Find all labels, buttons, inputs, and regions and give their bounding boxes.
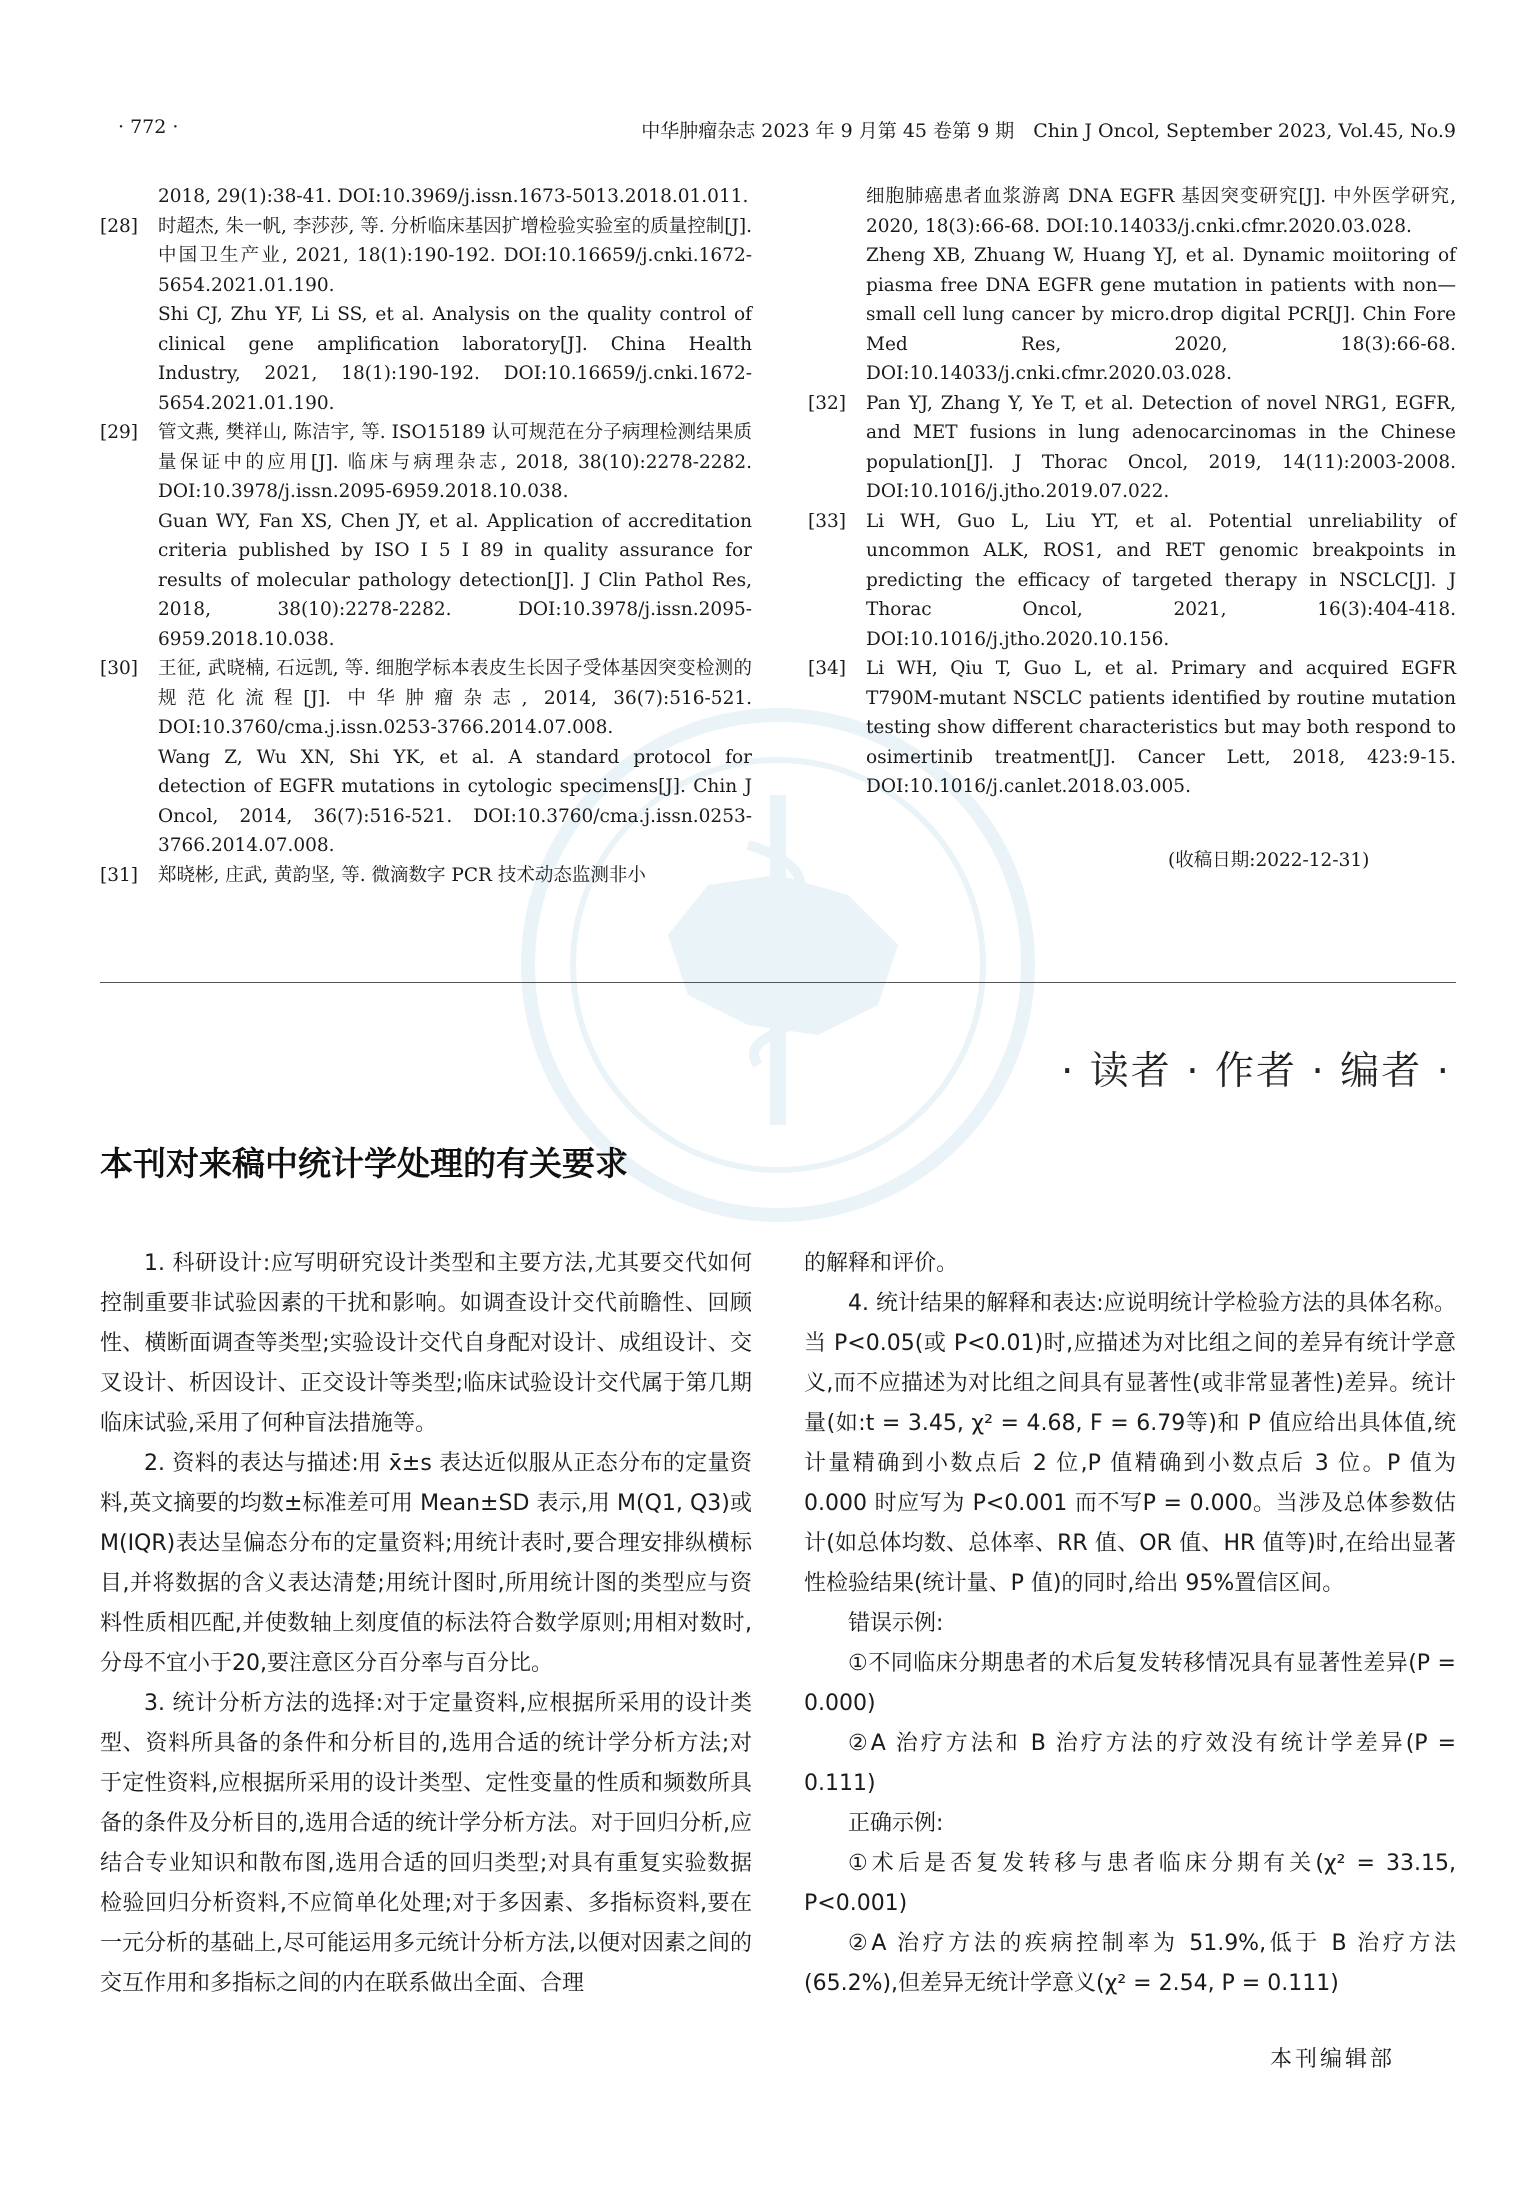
- journal-citation: 中华肿瘤杂志 2023 年 9 月第 45 卷第 9 期 Chin J Oncol, September 2023, Vol.45, No.9: [641, 120, 1456, 142]
- reference-text: 管文燕, 樊祥山, 陈洁宇, 等. ISO15189 认可规范在分子病理检测结果质量保证中的应用[J]. 临床与病理杂志, 2018, 38(10):2278-2282. DOI:10.3978/j.issn.2095-6959.2018.10.038.: [158, 422, 752, 502]
- reference-entry: [100, 212, 752, 419]
- reference-entry: [100, 861, 752, 891]
- reference-text: 细胞肺癌患者血浆游离 DNA EGFR 基因突变研究[J]. 中外医学研究, 2020, 18(3):66-68. DOI:10.14033/j.cnki.cfmr.2020.03.028.: [866, 186, 1456, 237]
- reference-entry: [100, 654, 752, 861]
- references-left-column: [100, 182, 752, 890]
- received-date: (收稿日期:2022-12-31): [1168, 850, 1370, 871]
- body-paragraph: 3. 统计分析方法的选择:对于定量资料,应根据所采用的设计类型、资料所具备的条件和分析目的,选用合适的统计学分析方法;对于定性资料,应根据所采用的设计类型、定性变量的性质和频数所具备的条件及分析目的,选用合适的统计学分析方法。对于回归分析,应结合专业知识和散布图,选用合适的回归类型;对具有重复实验数据检验回归分析资料,不应简单化处理;对于多因素、多指标资料,要在一元分析的基础上,尽可能运用多元统计分析方法,以便对因素之间的交互作用和多指标之间的内在联系做出全面、合理: [100, 1691, 752, 1996]
- reference-number: [33]: [808, 510, 846, 532]
- reference-text: Zheng XB, Zhuang W, Huang YJ, et al. Dynamic moiitoring of piasma free DNA EGFR gene mutation in patients with non—small cell lung cancer by micro.drop digital PCR[J]. Chin Fore Med Res, 2020, 18(3):66-68. DOI:10.14033/j.cnki.cfmr.2020.03.028.: [866, 245, 1456, 384]
- reference-text: Li WH, Guo L, Liu YT, et al. Potential unreliability of uncommon ALK, ROS1, and RET genomic breakpoints in predicting the efficacy of targeted therapy in NSCLC[J]. J Thorac Oncol, 2021, 16(3):404-418. DOI:10.1016/j.jtho.2020.10.156.: [866, 510, 1456, 650]
- reference-entry: [808, 389, 1456, 507]
- reference-text: Pan YJ, Zhang Y, Ye T, et al. Detection of novel NRG1, EGFR, and MET fusions in lung adenocarcinomas in the Chinese population[J]. J Thorac Oncol, 2019, 14(11):2003-2008. DOI:10.1016/j.jtho.2019.07.022.: [866, 392, 1456, 502]
- reference-text: Guan WY, Fan XS, Chen JY, et al. Application of accreditation criteria published by ISO I 5 I 89 in quality assurance for results of molecular pathology detection[J]. J Clin Pathol Res, 2018, 38(10):2278-2282. DOI:10.3978/j.issn.2095-6959.2018.10.038.: [158, 510, 752, 650]
- reference-text: Li WH, Qiu T, Guo L, et al. Primary and acquired EGFR T790M-mutant NSCLC patients identified by routine mutation testing show different characteristics but may both respond to osimertinib treatment[J]. Cancer Lett, 2018, 423:9-15. DOI:10.1016/j.canlet.2018.03.005.: [866, 658, 1456, 797]
- body-paragraph: ②A 治疗方法和 B 治疗方法的疗效没有统计学差异(P = 0.111): [804, 1731, 1456, 1796]
- body-paragraph: 正确示例:: [848, 1811, 944, 1836]
- editorial-signature: 本刊编辑部: [1270, 2047, 1396, 2072]
- reference-text: Wang Z, Wu XN, Shi YK, et al. A standard protocol for detection of EGFR mutations in cytologic specimens[J]. Chin J Oncol, 2014, 36(7):516-521. DOI:10.3760/cma.j.issn.0253-3766.2014.07.008.: [158, 746, 752, 856]
- body-paragraph: 2. 资料的表达与描述:用 x̄±s 表达近似服从正态分布的定量资料,英文摘要的均数±标准差可用 Mean±SD 表示,用 M(Q1, Q3)或 M(IQR)表达呈偏态分布的定量资料;用统计表时,要合理安排纵横标目,并将数据的含义表达清楚;用统计图时,所用统计图的类型应与资料性质相匹配,并使数轴上刻度值的标法符合数学原则;用相对数时,分母不宜小于20,要注意区分百分率与百分比。: [100, 1451, 752, 1676]
- reference-text: 时超杰, 朱一帆, 李莎莎, 等. 分析临床基因扩增检验实验室的质量控制[J]. 中国卫生产业, 2021, 18(1):190-192. DOI:10.16659/j.cnki.1672-5654.2021.01.190.: [158, 215, 752, 296]
- reference-number: [34]: [808, 658, 846, 679]
- reference-text: 郑晓彬, 庄武, 黄韵坚, 等. 微滴数字 PCR 技术动态监测非小: [158, 864, 646, 886]
- reference-number: [28]: [100, 215, 138, 237]
- body-paragraph: 错误示例:: [848, 1611, 944, 1636]
- reference-entry: [100, 182, 752, 212]
- body-paragraph: 1. 科研设计:应写明研究设计类型和主要方法,尤其要交代如何控制重要非试验因素的干扰和影响。如调查设计交代前瞻性、回顾性、横断面调查等类型;实验设计交代自身配对设计、成组设计、交叉设计、析因设计、正交设计等类型;临床试验设计交代属于第几期临床试验,采用了何种盲法措施等。: [100, 1251, 752, 1436]
- section-divider: [100, 982, 1456, 983]
- reference-text: 王征, 武晓楠, 石远凯, 等. 细胞学标本表皮生长因子受体基因突变检测的规范化流程[J]. 中华肿瘤杂志, 2014, 36(7):516-521. DOI:10.3760/cma.j.issn.0253-3766.2014.07.008.: [158, 658, 752, 738]
- body-paragraph: ②A 治疗方法的疾病控制率为 51.9%,低于 B 治疗方法(65.2%),但差异无统计学意义(χ² = 2.54, P = 0.111): [804, 1931, 1456, 1996]
- references-right-column: [808, 182, 1456, 802]
- page-header: [100, 112, 1456, 148]
- body-paragraph: ①术后是否复发转移与患者临床分期有关(χ² = 33.15, P<0.001): [804, 1851, 1456, 1916]
- reference-number: [31]: [100, 864, 138, 886]
- page-number: · 772 ·: [118, 116, 179, 138]
- reference-number: [30]: [100, 658, 138, 679]
- body-paragraph: 4. 统计结果的解释和表达:应说明统计学检验方法的具体名称。当 P<0.05(或 P<0.01)时,应描述为对比组之间的差异有统计学意义,而不应描述为对比组之间具有显著性(或非常显著性)差异。统计量(如:t = 3.45, χ² = 4.68, F = 6.79等)和 P 值应给出具体值,统计量精确到小数点后 2 位,P 值精确到小数点后 3 位。P 值为 0.000 时应写为 P<0.001 而不写P = 0.000。当涉及总体参数估计(如总体均数、总体率、RR 值、OR 值、HR 值等)时,在给出显著性检验结果(统计量、P 值)的同时,给出 95%置信区间。: [804, 1291, 1456, 1596]
- reference-number: [29]: [100, 422, 138, 443]
- reference-text: Shi CJ, Zhu YF, Li SS, et al. Analysis on the quality control of clinical gene amplification laboratory[J]. China Health Industry, 2021, 18(1):190-192. DOI:10.16659/j.cnki.1672-5654.2021.01.190.: [158, 304, 752, 414]
- reference-entry: [808, 182, 1456, 389]
- article-title: 本刊对来稿中统计学处理的有关要求: [100, 1144, 628, 1183]
- reference-entry: [808, 507, 1456, 655]
- section-banner: · 读者 · 作者 · 编者 ·: [1061, 1049, 1451, 1094]
- body-paragraph: 的解释和评价。: [804, 1251, 959, 1276]
- reference-entry: [808, 654, 1456, 802]
- body-right-column: [804, 1244, 1456, 2004]
- body-paragraph: ①不同临床分期患者的术后复发转移情况具有显著性差异(P = 0.000): [804, 1651, 1456, 1716]
- body-left-column: [100, 1244, 752, 2004]
- reference-number: [32]: [808, 392, 846, 414]
- reference-entry: [100, 418, 752, 654]
- reference-text: 2018, 29(1):38-41. DOI:10.3969/j.issn.1673-5013.2018.01.011.: [158, 186, 749, 207]
